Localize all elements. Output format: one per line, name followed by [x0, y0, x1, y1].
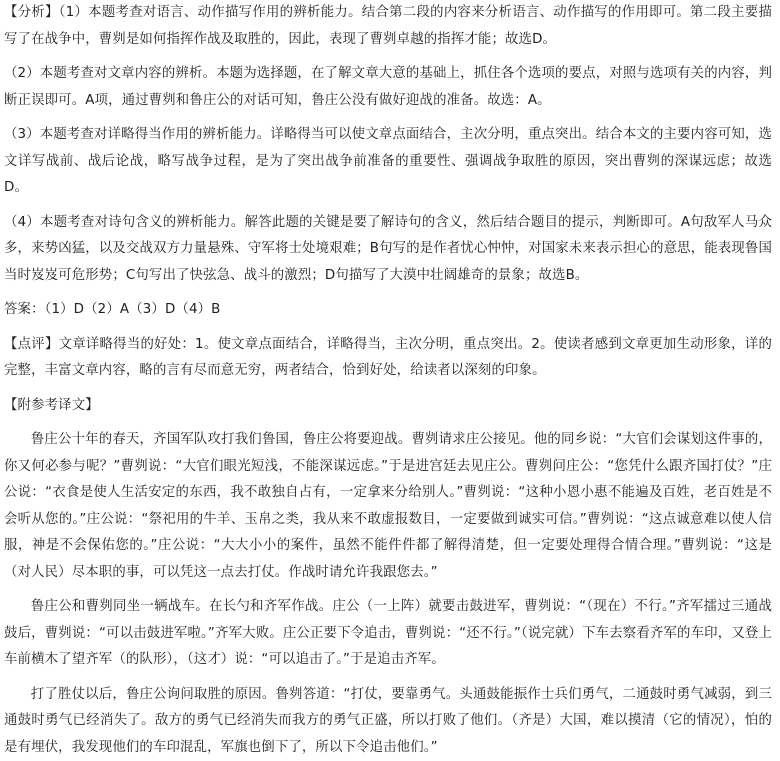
comment: 【点评】文章详略得当的好处：1。使文章点面结合，详略得当，主次分明，重点突出。2。使读者感到文章更加生动形象，详的完整，丰富文章内容，略的言有尽而意无穷，两者结合，恰到好处，给读者以深刻的印象。 — [4, 332, 772, 385]
analysis-part-2: （2）本题考查对文章内容的辨析。本题为选择题，在了解文章大意的基础上，抓住各个选项的要点，对照与选项有关的内容，判断正误即可。A项，通过曹刿和鲁庄公的对话可知，鲁庄公没有做好迎战的准备。故选：A。 — [4, 61, 772, 114]
analysis-part-1: 【分析】（1）本题考查对语言、动作描写作用的辨析能力。结合第二段的内容来分析语言、动作描写的作用即可。第二段主要描写了在战争中，曹刿是如何指挥作战及取胜的，因此，表现了曹刿卓越的指挥才能；故选D。 — [4, 0, 772, 53]
translation-paragraph-2: 鲁庄公和曹刿同坐一辆战车。在长勺和齐军作战。庄公（一上阵）就要击鼓进军，曹刿说：“（现在）不行。”齐军擂过三通战鼓后，曹刿说：“可以击鼓进军啦。”齐军大败。庄公正要下令追击，曹刿说：“还不行。”（说完就）下车去察看齐军的车印，又登上车前横木了望齐军（的队形），（这才）说：“可以追击了。”于是追击齐军。 — [4, 594, 772, 674]
translation-paragraph-3: 打了胜仗以后，鲁庄公询问取胜的原因。鲁刿答道：“打仗，要靠勇气。头通鼓能振作士兵们勇气，二通鼓时勇气减弱，到三通鼓时勇气已经消失了。敌方的勇气已经消失而我方的勇气正盛，所以打败了他们。（齐是）大国，难以摸清（它的情况），怕的是有埋伏，我发现他们的车印混乱，军旗也倒下了，所以下令追击他们。” — [4, 682, 772, 761]
analysis-part-3: （3）本题考查对详略得当作用的辨析能力。详略得当可以使文章点面结合，主次分明，重点突出。结合本文的主要内容可知，选文详写战前、战后论战，略写战争过程，是为了突出战争前准备的重要性、强调战争取胜的原因，突出曹刿的深谋远虑；故选D。 — [4, 122, 772, 202]
translation-paragraph-1: 鲁庄公十年的春天，齐国军队攻打我们鲁国，鲁庄公将要迎战。曹刿请求庄公接见。他的同乡说：“大官们会谋划这件事的，你又何必参与呢？”曹刿说：“大官们眼光短浅，不能深谋远虑。”于是进宫廷去见庄公。曹刿问庄公：“您凭什么跟齐国打仗？”庄公说：“衣食是使人生活安定的东西，我不敢独自占有，一定拿来分给别人。”曹刿说：“这种小恩小惠不能遍及百姓，老百姓是不会听从您的。”庄公说：“祭祀用的牛羊、玉帛之类，我从来不敢虚报数目，一定要做到诚实可信。”曹刿说：“这点诚意难以使人信服，神是不会保佑您的。”庄公说：“大大小小的案件，虽然不能件件都了解得清楚，但一定要处理得合情合理。”曹刿说：“这是（对人民）尽本职的事，可以凭这一点去打仗。作战时请允许我跟您去。” — [4, 427, 772, 586]
analysis-part-4: （4）本题考查对诗句含义的辨析能力。解答此题的关键是要了解诗句的含义，然后结合题目的提示，判断即可。A句敌军人马众多，来势凶猛，以及交战双方力量悬殊、守军将士处境艰难；B句写的是作者忧心忡忡，对国家未来表示担心的意思，能表现鲁国当时岌岌可危形势；C句写出了快弦急、战斗的激烈；D句描写了大漠中壮阔雄奇的景象；故选B。 — [4, 210, 772, 290]
translation-heading: 【附参考译文】 — [4, 393, 772, 420]
answer-line: 答案：（1）D（2）A（3）D（4）B — [4, 297, 772, 324]
